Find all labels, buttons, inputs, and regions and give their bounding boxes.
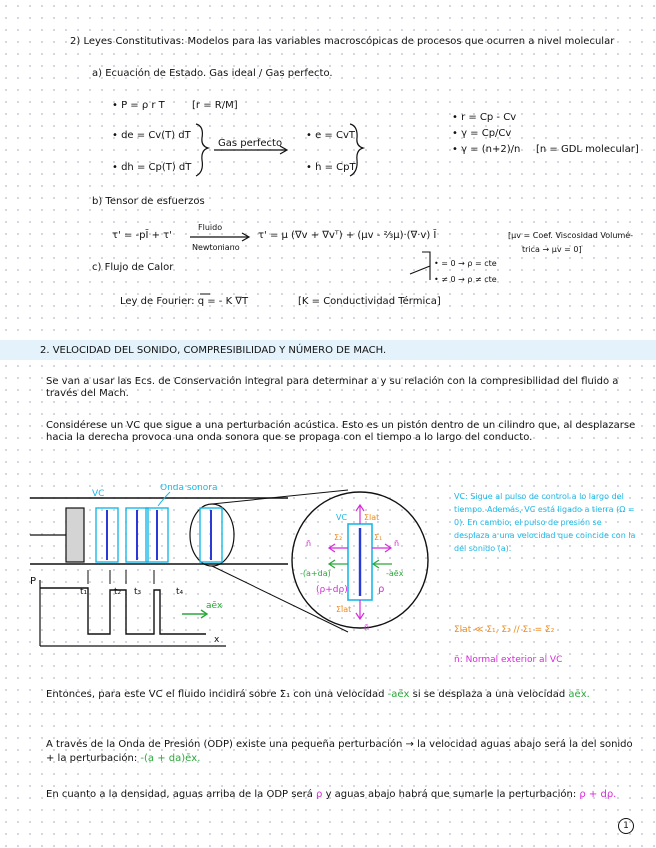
time-label-t3: t₃	[134, 587, 142, 597]
paragraph-incident-velocity: Entonces, para este VC el fluido incidirá sobre Σ₁ con una velocidad -aēx si se desplaza a una velocidad aēx.	[46, 689, 590, 700]
fourier-law: Ley de Fourier: q = - K ∇T	[120, 296, 249, 307]
page-number: 1	[618, 818, 634, 834]
newtonian-label: Newtoniano	[192, 243, 240, 252]
time-label-t4: t₄	[176, 587, 184, 597]
subsection-a-title: a) Ecuación de Estado. Gas ideal / Gas perfecto.	[92, 68, 333, 79]
piston	[66, 508, 84, 562]
pressure-axis-label: P	[30, 576, 37, 587]
wave-velocity-label: aēx	[206, 601, 223, 611]
subsection-b-title: b) Tensor de esfuerzos	[92, 196, 205, 207]
section-1-heading: 2) Leyes Constitutivas: Modelos para las variables macroscópicas de procesos que ocurren a nivel molecular	[70, 36, 615, 47]
stress-tensor-left: τ' = -pĪ + τ'	[112, 230, 172, 241]
zoom-normal-right: n̄	[394, 539, 400, 548]
fluid-label: Fluido	[198, 223, 223, 232]
gas-constant-relation: • r = Cp - Cv	[452, 112, 517, 123]
enthalpy-differential: • dh = Cp(T) dT	[112, 162, 192, 173]
surface-note: Σlat ≪ Σ₁, Σ₂ // Σ₁ = Σ₂	[454, 625, 555, 635]
paragraph-control-volume: Considérese un VC que sigue a una perturbación acústica. Esto es un pistón dentro de un cilindro que, al desplazarse hacia la derecha provoca una onda sonora que se propaga con el tiempo a lo largo del conducto.	[46, 420, 636, 443]
vc-note: VC: Sigue al pulso de control a lo largo del tiempo. Además, VC está ligado a tierra (Ω = 0). En cambio, el pulso de presión se desplaza a una velocidad que coincide con la del sonido (a).	[454, 492, 636, 553]
energy-relation: • e = CvT	[306, 130, 355, 141]
zoom-downstream-velocity: -(a+da)	[300, 569, 331, 578]
internal-energy-differential: • de = Cv(T) dT	[112, 130, 191, 141]
ideal-gas-equation: • P = ρ r T	[112, 100, 165, 111]
position-axis-label: x	[214, 635, 220, 645]
normal-note: n̄: Normal exterior al VC	[454, 655, 563, 665]
paragraph-pressure-wave: A través de la Onda de Presión (ODP) existe una pequeña perturbación → la velocidad aguas abajo será la del sonido + la perturbación: -(a + da)ēx.	[46, 739, 633, 764]
gamma-ratio: • γ = Cp/Cv	[452, 128, 512, 139]
divergence-case-zero: • = 0 → ρ = cte	[434, 259, 497, 268]
zoom-surface-2: Σ₂	[334, 533, 343, 542]
r-definition: [r = R/M]	[192, 100, 238, 111]
section-2-heading: 2. VELOCIDAD DEL SONIDO, COMPRESIBILIDAD Y NÚMERO DE MACH.	[40, 345, 387, 356]
zoom-density-upstream: ρ	[378, 584, 385, 595]
zoom-lateral-surface-top: Σlat	[364, 513, 380, 522]
zoom-lateral-surface-bottom: Σlat	[336, 605, 352, 614]
gamma-dof: • γ = (n+2)/n	[452, 144, 521, 155]
viscosity-note-line-2: trica → μv = 0]	[522, 245, 582, 254]
acoustic-wave-diagram	[30, 484, 450, 654]
paragraph-density: En cuanto a la densidad, aguas arriba de la ODP será ρ y aguas abajo habrá que sumarle la perturbación: ρ + dρ.	[46, 789, 617, 800]
zoom-normal-bottom: n̄	[364, 623, 370, 632]
zoom-normal-left: n̄	[306, 539, 312, 548]
viscosity-note-line-1: [μv = Coef. Viscosidad Volumé-	[508, 231, 634, 240]
zoom-vc-label: VC	[336, 513, 348, 522]
paragraph-purpose: Se van a usar las Ecs. de Conservación integral para determinar a y su relación con la compresibilidad del fluido a través del Mach.	[46, 376, 619, 399]
sound-wave-label: Onda sonora	[160, 484, 218, 493]
divergence-case-nonzero: • ≠ 0 → ρ ≠ cte	[434, 275, 497, 284]
subsection-c-title: c) Flujo de Calor	[92, 262, 174, 273]
zoom-surface-1: Σ₁	[374, 533, 383, 542]
zoom-density-downstream: (ρ+dρ)	[316, 585, 348, 595]
conductivity-definition: [K = Conductividad Térmica]	[298, 296, 441, 307]
enthalpy-relation: • h = CpT	[306, 162, 356, 173]
zoom-upstream-velocity: -aēx	[386, 569, 404, 578]
time-label-t2: t₂	[114, 587, 122, 597]
gas-perfect-arrow-label: Gas perfecto	[218, 138, 283, 149]
stress-tensor-right: τ' = μ (∇v + ∇vᵀ) + (μv - ⅔μ)·(∇·v) Ī	[258, 230, 437, 241]
time-label-t1: t₁	[80, 587, 88, 597]
vc-label: VC	[92, 489, 105, 499]
dof-definition: [n = GDL molecular]	[536, 144, 639, 155]
